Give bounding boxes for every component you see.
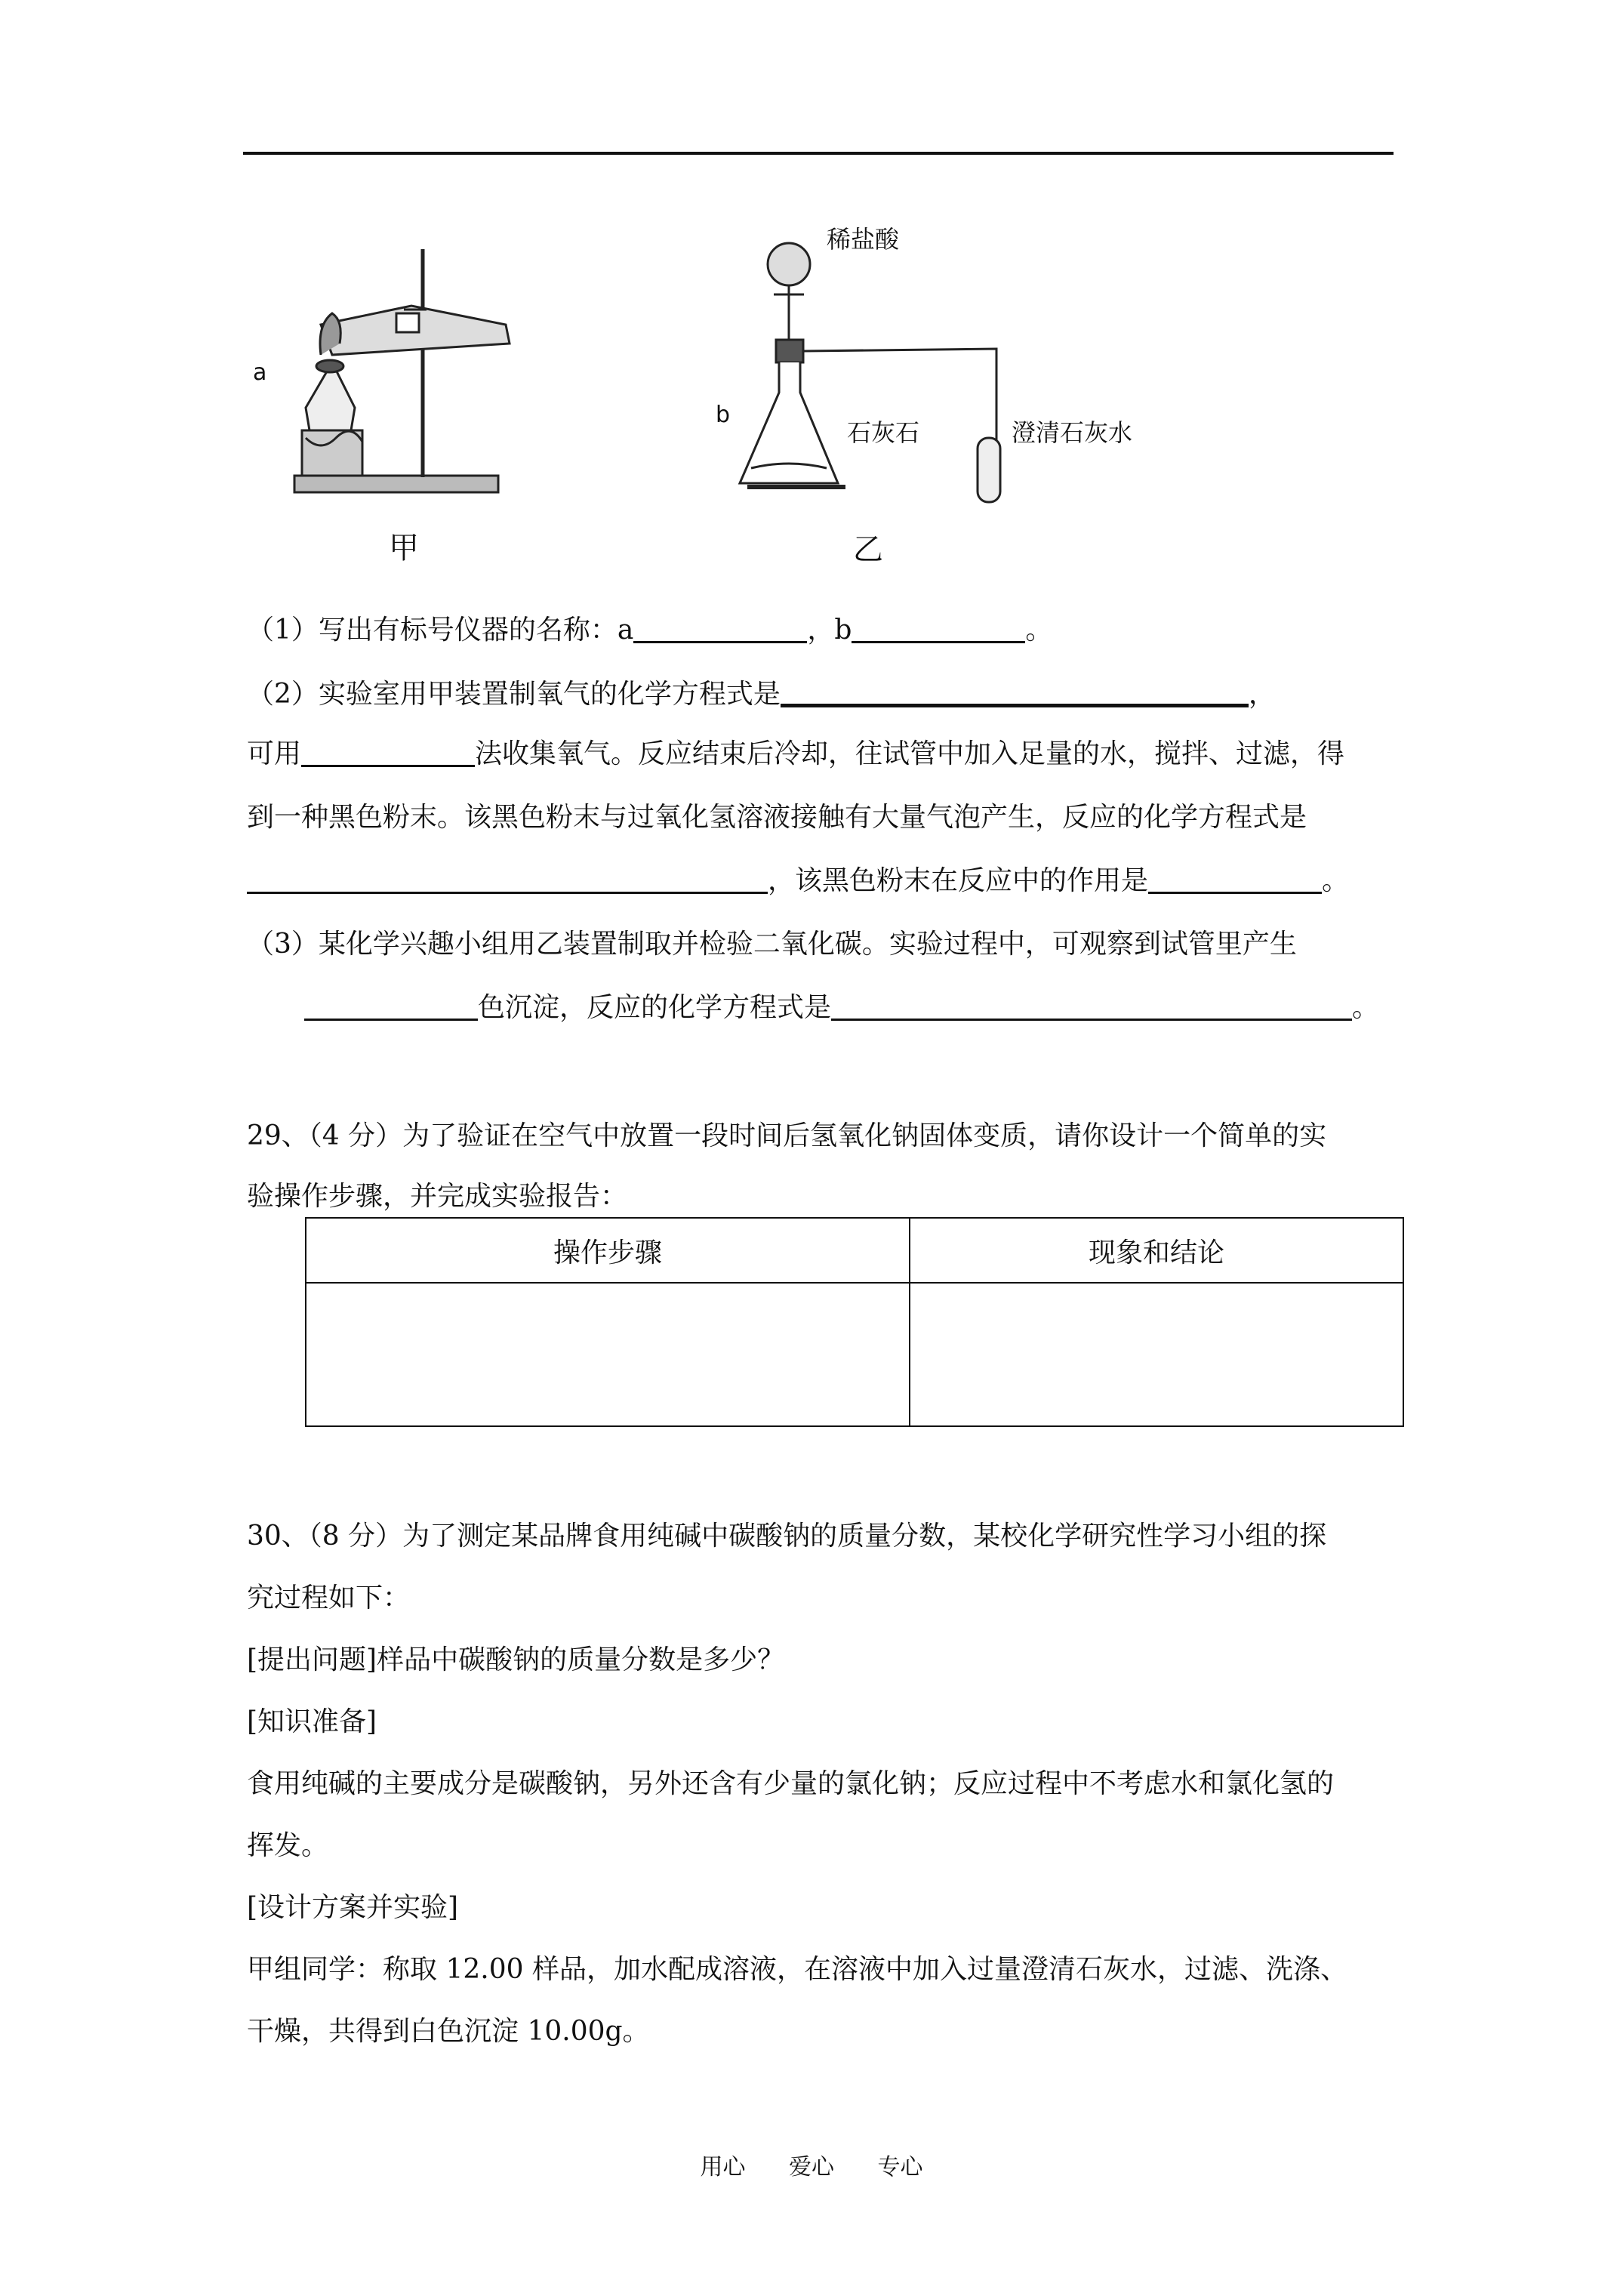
- page-footer: [0, 2148, 1623, 2181]
- q28-part2-line2-prefix: 可用: [247, 738, 302, 769]
- q30-line6: 挥发。: [247, 1830, 329, 1861]
- answer-blank-oxygen-equation[interactable]: [781, 675, 1249, 707]
- answer-blank-precipitate-color[interactable]: [304, 990, 478, 1021]
- table-header-steps: 操作步骤: [306, 1218, 910, 1283]
- answer-blank-b[interactable]: [852, 612, 1025, 643]
- figure-jia-caption: 甲: [389, 531, 419, 566]
- footer-word-3: 专心: [877, 2154, 923, 2180]
- figure-yi-label-limestone: 石灰石: [847, 418, 920, 447]
- q28-part2-line3: 到一种黑色粉末。该黑色粉末与过氧化氢溶液接触有大量气泡产生，反应的化学方程式是: [247, 802, 1307, 833]
- q28-part1-mid: ，b: [807, 615, 852, 646]
- footer-word-2: 爱心: [789, 2154, 834, 2180]
- q30-line3: [提出问题]样品中碳酸钠的质量分数是多少？: [247, 1644, 785, 1675]
- figure-yi-label-acid: 稀盐酸: [827, 225, 900, 254]
- apparatus-jia-figure: [249, 234, 521, 498]
- q28-part1-end: 。: [1025, 615, 1053, 646]
- q28-part2-line4-text: ，该黑色粉末在反应中的作用是: [768, 865, 1149, 896]
- q28-part2-line2-text: 法收集氧气。反应结束后冷却，往试管中加入足量的水，搅拌、过滤，得: [475, 738, 1345, 769]
- q28-part1-prefix: （1）写出有标号仪器的名称：a: [247, 615, 634, 646]
- q29-line1: 29、（4 分）为了验证在空气中放置一段时间后氢氧化钠固体变质，请你设计一个简单的实: [247, 1120, 1327, 1151]
- q30-line1: 30、（8 分）为了测定某品牌食用纯碱中碳酸钠的质量分数，某校化学研究性学习小组的探: [247, 1521, 1327, 1552]
- answer-blank-collection-method[interactable]: [301, 736, 475, 767]
- q28-part3-line2-end: 。: [1352, 992, 1380, 1023]
- apparatus-yi-figure: [717, 219, 1034, 506]
- figure-yi-label-limewater: 澄清石灰水: [1012, 418, 1133, 447]
- q28-part3-line2-text: 色沉淀，反应的化学方程式是: [478, 992, 832, 1023]
- table-cell-conclusion[interactable]: [910, 1283, 1403, 1426]
- figure-yi-label-b: b: [716, 402, 731, 428]
- q28-part2-line1: [247, 675, 1276, 713]
- answer-blank-a[interactable]: [633, 612, 807, 643]
- q30-line5: 食用纯碱的主要成分是碳酸钠，另外还含有少量的氯化钠；反应过程中不考虑水和氯化氢的: [247, 1768, 1335, 1799]
- table-header-conclusion: 现象和结论: [910, 1218, 1403, 1283]
- q29-line2: 验操作步骤，并完成实验报告：: [247, 1181, 628, 1212]
- q28-part2-line4-end: 。: [1322, 865, 1350, 896]
- header-rule: [243, 152, 1394, 155]
- q28-part1: [247, 612, 1052, 649]
- answer-blank-peroxide-equation[interactable]: [247, 863, 768, 894]
- figure-jia-label-a: a: [253, 359, 267, 386]
- q28-part3-line1: （3）某化学兴趣小组用乙装置制取并检验二氧化碳。实验过程中，可观察到试管里产生: [247, 929, 1297, 960]
- q28-part2-prefix: （2）实验室用甲装置制氧气的化学方程式是: [247, 679, 781, 710]
- q28-part2-end: ，: [1248, 679, 1276, 710]
- q28-part3-line2: [304, 989, 1379, 1027]
- experiment-report-table: [305, 1217, 1404, 1427]
- q28-part2-line2: [247, 735, 1344, 773]
- q28-part2-line4: [247, 862, 1349, 900]
- q30-line7: [设计方案并实验]: [247, 1892, 459, 1923]
- table-cell-steps[interactable]: [306, 1283, 910, 1426]
- q30-line9: 干燥，共得到白色沉淀 10.00g。: [247, 2016, 650, 2047]
- figure-yi-caption: 乙: [853, 532, 883, 567]
- q30-line2: 究过程如下：: [247, 1583, 411, 1613]
- answer-blank-co2-equation[interactable]: [831, 990, 1352, 1021]
- answer-blank-powder-role[interactable]: [1148, 863, 1322, 894]
- q30-line4: [知识准备]: [247, 1706, 377, 1737]
- footer-word-1: 用心: [700, 2154, 746, 2180]
- q30-line8: 甲组同学：称取 12.00 样品，加水配成溶液，在溶液中加入过量澄清石灰水，过滤、洗涤、: [247, 1954, 1347, 1985]
